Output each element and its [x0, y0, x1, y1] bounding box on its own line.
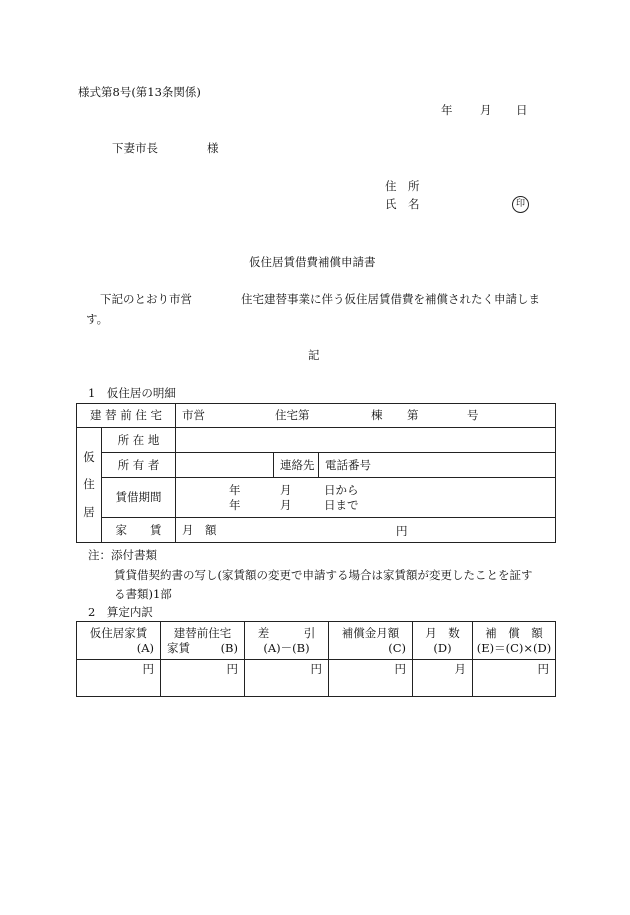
col-b-code: (B) — [220, 640, 238, 655]
group-char-2: 住 — [83, 477, 95, 492]
col-e-code: (E)＝(C)×(D) — [476, 640, 552, 655]
ki-label: 記 — [308, 348, 320, 362]
col-e-value: 円 — [473, 660, 556, 697]
residence-table — [76, 403, 556, 543]
date-year-label: 年 — [441, 103, 453, 117]
addressee-mayor: 下妻市長 — [112, 141, 158, 155]
col-d-header — [413, 622, 473, 660]
col-b-header — [161, 622, 245, 660]
rebuild-gou: 号 — [467, 408, 479, 422]
period-to-day: 日まで — [324, 498, 359, 512]
rebuild-shiei: 市営 — [182, 408, 205, 423]
col-c-title: 補償金月額 — [341, 626, 400, 641]
applicant-name-label: 氏 名 — [385, 197, 420, 211]
rent-yen: 円 — [396, 524, 408, 538]
document-title: 仮住居賃借費補償申請書 — [249, 255, 376, 269]
col-b-value: 円 — [161, 660, 245, 697]
phone-label: 電話番号 — [325, 457, 371, 472]
col-diff-header — [245, 622, 329, 660]
rent-cell — [176, 518, 556, 543]
period-cell — [176, 478, 556, 518]
period-from-day: 日から — [324, 483, 359, 497]
body-text-part1: 下記のとおり市営 — [100, 292, 192, 306]
attachment-note-heading: 注：添付書類 — [88, 548, 157, 562]
col-d-value: 月 — [413, 660, 473, 697]
temp-residence-group-label — [77, 428, 102, 543]
col-e-title: 補 償 額 — [485, 626, 543, 641]
col-b-subtitle: 家賃 — [167, 640, 190, 655]
body-text-part2: 住宅建替事業に伴う仮住居賃借費を補償されたく申請しま — [241, 292, 540, 306]
col-diff-code: (A)－(B) — [263, 640, 310, 655]
col-a-value: 円 — [77, 660, 161, 697]
phone-cell — [319, 453, 556, 478]
period-from-month: 月 — [280, 483, 292, 497]
rebuild-dai: 第 — [407, 408, 419, 422]
col-d-title: 月 数 — [425, 626, 460, 641]
section2-heading: 2 算定内訳 — [88, 605, 153, 619]
attachment-note-line2: る書類)1部 — [114, 587, 172, 601]
section1-heading: 1 仮住居の明細 — [88, 386, 176, 400]
addressee-honorific: 様 — [207, 141, 219, 155]
col-b-title: 建替前住宅 — [173, 626, 232, 641]
monthly-label: 月 額 — [182, 522, 217, 537]
rebuild-jutaku-dai: 住宅第 — [275, 408, 310, 422]
calculation-table — [76, 621, 556, 697]
rent-label: 家 賃 — [102, 518, 176, 543]
date-month-label: 月 — [480, 103, 492, 117]
owner-value — [176, 453, 274, 478]
period-from-year: 年 — [229, 483, 241, 497]
period-label: 賃借期間 — [102, 478, 176, 518]
col-c-header — [329, 622, 413, 660]
period-to-year: 年 — [229, 498, 241, 512]
col-a-header — [77, 622, 161, 660]
col-c-code: (C) — [388, 640, 406, 655]
col-c-value: 円 — [329, 660, 413, 697]
col-diff-title: 差 引 — [257, 626, 316, 641]
period-to-month: 月 — [280, 498, 292, 512]
form-number: 様式第8号(第13条関係) — [78, 85, 201, 99]
owner-label: 所 有 者 — [102, 453, 176, 478]
col-e-header — [473, 622, 556, 660]
location-label: 所 在 地 — [102, 428, 176, 453]
rebuild-housing-cell — [176, 404, 556, 428]
body-text-line2: す。 — [86, 312, 109, 326]
col-a-code: (A) — [136, 640, 154, 655]
group-char-3: 居 — [83, 504, 95, 519]
applicant-address-label: 住 所 — [385, 179, 420, 193]
attachment-note-line1: 賃貸借契約書の写し(家賃額の変更で申請する場合は家賃額が変更したことを証す — [114, 568, 533, 582]
group-char-1: 仮 — [83, 449, 95, 464]
seal-mark: 印 — [512, 196, 529, 213]
location-value — [176, 428, 556, 453]
col-a-title: 仮住居家賃 — [89, 626, 148, 641]
date-day-label: 日 — [516, 103, 528, 117]
rebuild-tou: 棟 — [371, 408, 383, 422]
rebuild-housing-label: 建 替 前 住 宅 — [77, 404, 176, 428]
col-d-code: (D) — [433, 640, 452, 655]
contact-label: 連絡先 — [274, 453, 319, 478]
col-diff-value: 円 — [245, 660, 329, 697]
